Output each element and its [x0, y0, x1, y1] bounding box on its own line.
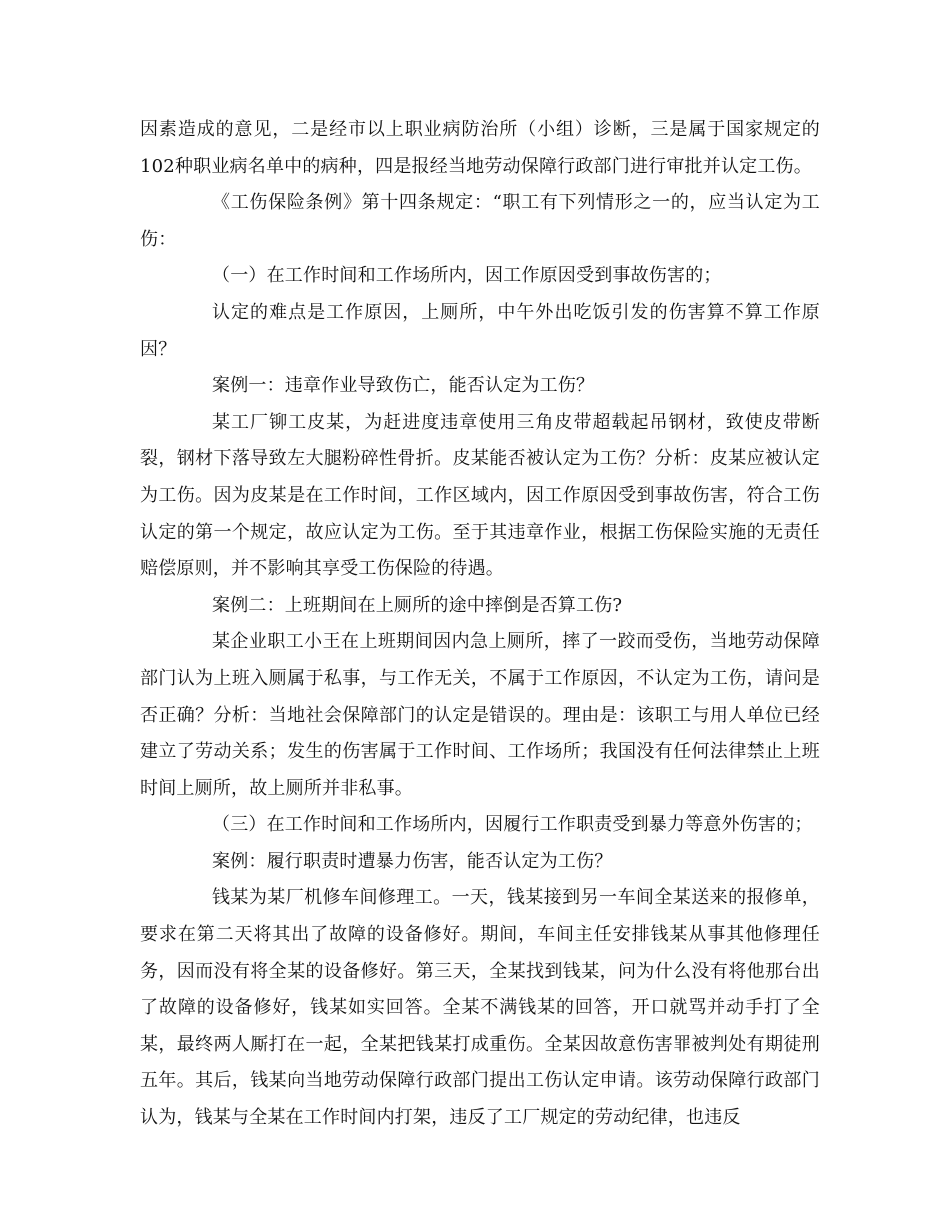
document-body	[140, 112, 820, 1137]
paragraph-2: 《工伤保险条例》第十四条规定：“职工有下列情形之一的，应当认定为工伤：	[140, 192, 820, 250]
paragraph-4: 认定的难点是工作原因，上厕所，中午外出吃饭引发的伤害算不算工作原因？	[140, 301, 820, 360]
paragraph-8: 某企业职工小王在上班期间因内急上厕所，摔了一跤而受伤，当地劳动保障部门认为上班入厕属于私事，与工作无关，不属于工作原因，不认定为工伤，请问是否正确？分析：当地社会保障部门的认定是错误的。理由是：该职工与用人单位已经建立了劳动关系；发生的伤害属于工作时间、工作场所；我国没有任何法律禁止上班时间上厕所，故上厕所并非私事。	[140, 631, 820, 799]
paragraph-3: （一）在工作时间和工作场所内，因工作原因受到事故伤害的；	[212, 265, 722, 287]
paragraph-1: 因素造成的意见，二是经市以上职业病防治所（小组）诊断，三是属于国家规定的102种职业病名单中的病种，四是报经当地劳动保障行政部门进行审批并认定工伤。	[140, 119, 820, 177]
paragraph-7: 案例二：上班期间在上厕所的途中摔倒是否算工伤?	[212, 594, 623, 616]
paragraph-10: 案例：履行职责时遭暴力伤害，能否认定为工伤？	[212, 850, 613, 872]
paragraph-6: 某工厂铆工皮某，为赶进度违章使用三角皮带超载起吊钢材，致使皮带断裂，钢材下落导致左大腿粉碎性骨折。皮某能否被认定为工伤？分析：皮某应被认定为工伤。因为皮某是在工作时间，工作区域内，因工作原因受到事故伤害，符合工伤认定的第一个规定，故应认定为工伤。至于其违章作业，根据工伤保险实施的无责任赔偿原则，并不影响其享受工伤保险的待遇。	[140, 411, 820, 580]
paragraph-9: （三）在工作时间和工作场所内，因履行工作职责受到暴力等意外伤害的；	[212, 814, 813, 836]
paragraph-5: 案例一：违章作业导致伤亡，能否认定为工伤？	[212, 375, 595, 397]
paragraph-11: 钱某为某厂机修车间修理工。一天，钱某接到另一车间全某送来的报修单，要求在第二天将其出了故障的设备修好。期间，车间主任安排钱某从事其他修理任务，因而没有将全某的设备修好。第三天，全某找到钱某，问为什么没有将他那台出了故障的设备修好，钱某如实回答。全某不满钱某的回答，开口就骂并动手打了全某，最终两人厮打在一起，全某把钱某打成重伤。全某因故意伤害罪被判处有期徒刑五年。其后，钱某向当地劳动保障行政部门提出工伤认定申请。该劳动保障行政部门认为，钱某与全某在工作时间内打架，违反了工厂规定的劳动纪律，也违反	[140, 887, 820, 1129]
